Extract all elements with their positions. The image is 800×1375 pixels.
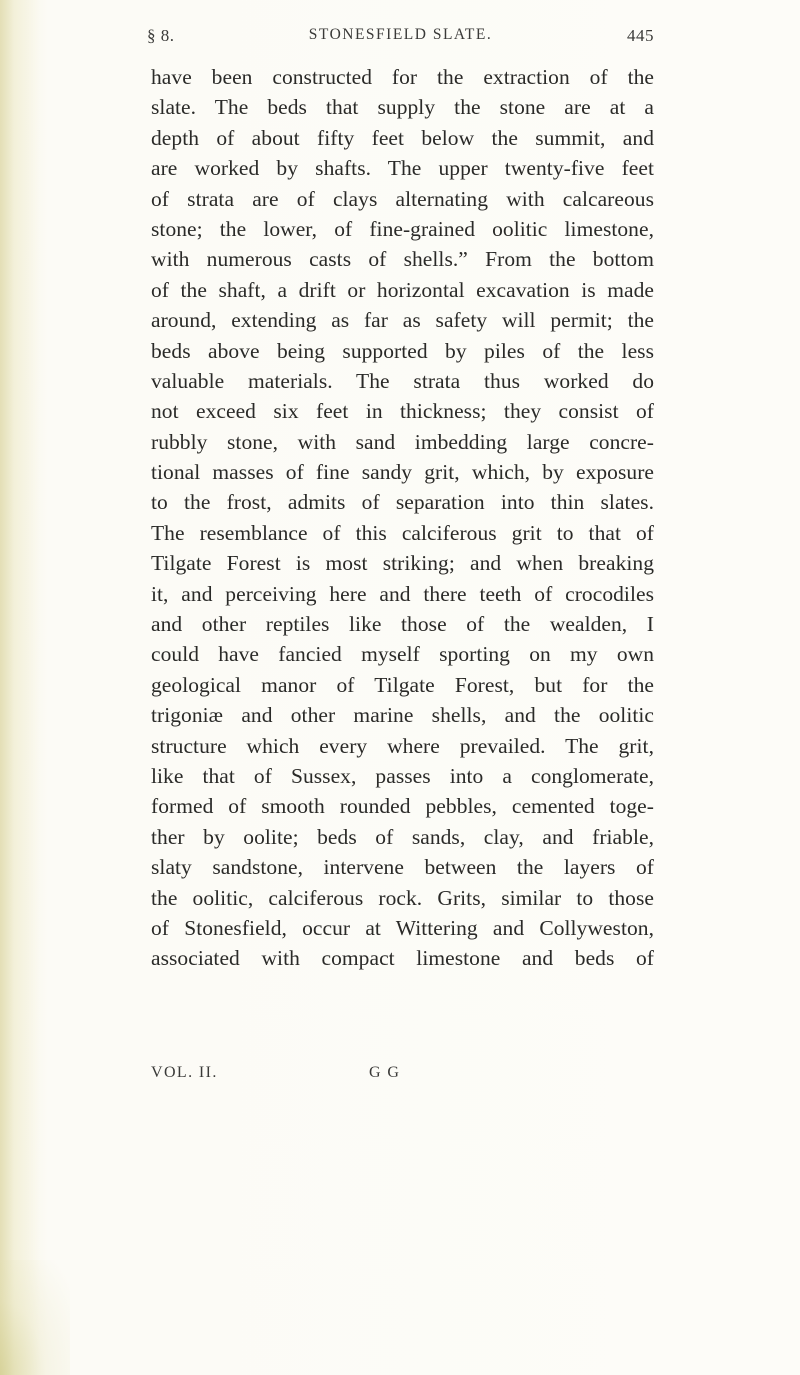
running-title: STONESFIELD SLATE. [308, 26, 493, 43]
gutter-shadow [0, 0, 40, 1375]
text-line: have been constructed for the extraction of the [151, 65, 654, 89]
text-line: not exceed six feet in thickness; they consist of [151, 399, 654, 424]
text-line: it, and perceiving here and there teeth of crocodiles [151, 581, 654, 606]
text-line: rubbly stone, with sand imbedding large concre- [151, 429, 654, 454]
text-line: associated with compact limestone and beds of [151, 946, 654, 971]
text-line: slaty sandstone, intervene between the layers of [151, 855, 654, 880]
text-line: could have fancied myself sporting on my own [151, 642, 654, 667]
page-number: 445 [627, 26, 654, 45]
text-line: structure which every where prevailed. The grit, [151, 733, 654, 758]
text-line: are worked by shafts. The upper twenty-five feet [151, 156, 654, 181]
text-line: like that of Sussex, passes into a conglomerate, [151, 763, 654, 788]
text-line: valuable materials. The strata thus worked do [151, 368, 654, 393]
text-line: stone; the lower, of fine-grained oolitic limestone, [151, 216, 654, 241]
text-line: Tilgate Forest is most striking; and when breaking [151, 551, 654, 576]
text-line: to the frost, admits of separation into thin slates. [151, 490, 654, 515]
text-line: tional masses of fine sandy grit, which, by exposure [151, 460, 654, 485]
text-line: trigoniæ and other marine shells, and the oolitic [151, 703, 654, 728]
text-line: geological manor of Tilgate Forest, but for the [151, 672, 654, 697]
signature-mark: G G [369, 1064, 401, 1081]
text-line: the oolitic, calciferous rock. Grits, similar to those [151, 885, 654, 910]
gutter-stain [0, 1260, 70, 1375]
text-line: with numerous casts of shells.” From the bottom [151, 247, 654, 272]
section-mark: § 8. [147, 26, 175, 45]
text-line: The resemblance of this calciferous grit to that of [151, 520, 654, 545]
text-line: of strata are of clays alternating with calcareous [151, 186, 654, 211]
body-text [151, 62, 654, 974]
text-line: beds above being supported by piles of the less [151, 338, 654, 363]
text-line: slate. The beds that supply the stone are at a [151, 95, 654, 120]
text-line: of Stonesfield, occur at Wittering and Collyweston, [151, 915, 654, 940]
running-head [147, 20, 654, 48]
text-line: ther by oolite; beds of sands, clay, and friable, [151, 824, 654, 849]
text-line: of the shaft, a drift or horizontal excavation is made [151, 277, 654, 302]
volume-label: VOL. II. [151, 1064, 218, 1081]
text-line: and other reptiles like those of the wealden, I [151, 612, 654, 637]
text-line: formed of smooth rounded pebbles, cemented toge- [151, 794, 654, 819]
text-line: around, extending as far as safety will permit; the [151, 308, 654, 333]
text-line: depth of about fifty feet below the summit, and [151, 125, 654, 150]
page-footer [151, 1064, 491, 1090]
